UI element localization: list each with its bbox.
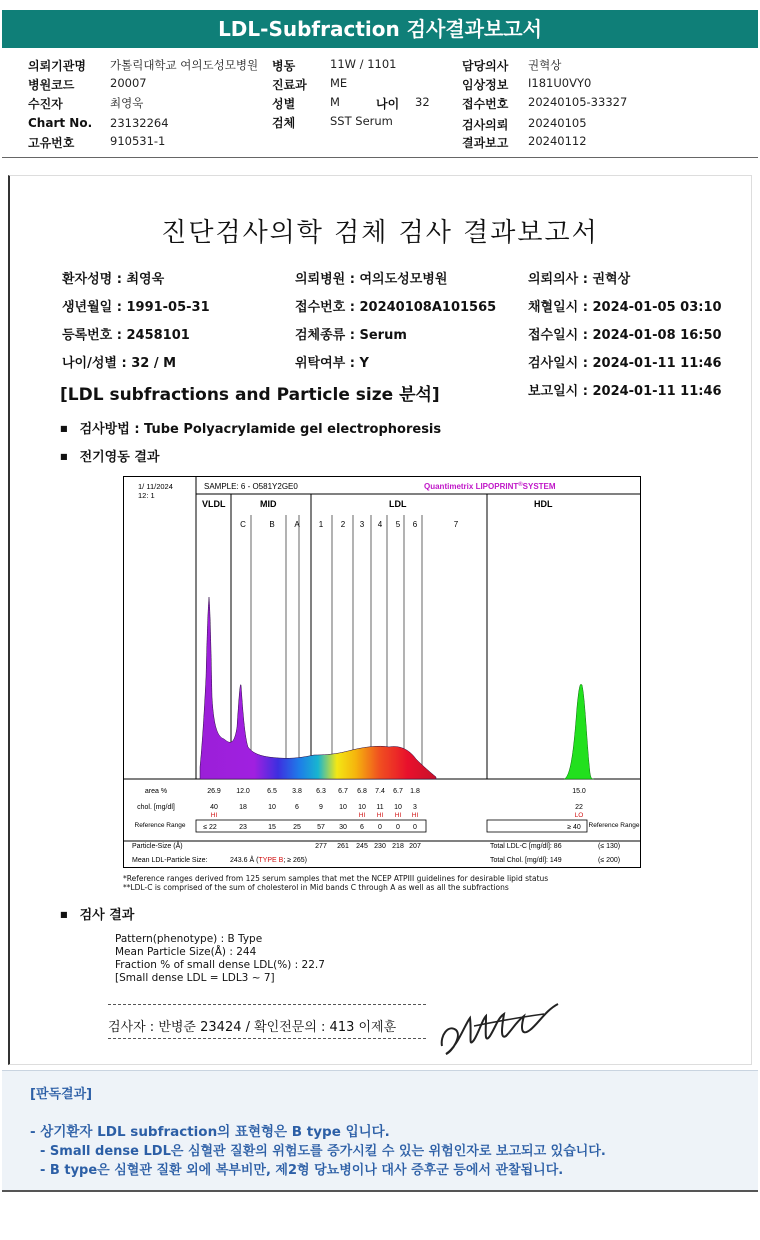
field-value: 23132264 xyxy=(110,116,169,130)
field-label: 성별 xyxy=(272,97,296,111)
band-label: 2 xyxy=(340,520,346,529)
specimen-type: 검체종류 : Serum xyxy=(295,328,407,343)
particle-size-value: 277 xyxy=(315,843,327,850)
flag-hi: HI xyxy=(210,812,218,819)
patient-birth: 생년월일 : 1991-05-31 xyxy=(62,300,210,315)
result-line: Mean Particle Size(Å) : 244 xyxy=(115,946,257,958)
particle-size-value: 261 xyxy=(337,843,349,850)
total-ldl: Total LDL-C [mg/dl]: 86 xyxy=(490,843,562,850)
receipt-no: 접수번호 : 20240108A101565 xyxy=(295,300,497,315)
chol-value: 10 xyxy=(268,804,276,811)
group-hdl: HDL xyxy=(534,499,553,509)
area-value: 6.7 xyxy=(393,788,403,795)
requesting-doctor: 의뢰의사 : 권혁상 xyxy=(528,272,631,287)
band-label: 4 xyxy=(377,520,383,529)
total-ldl-ref: (≤ 130) xyxy=(598,843,621,850)
ref-value: ≥ 40 xyxy=(567,824,581,831)
field-label: 검사의뢰 xyxy=(462,118,509,132)
chol-value: 3 xyxy=(413,804,417,811)
chol-value: 10 xyxy=(394,804,402,811)
total-chol-ref: (≤ 200) xyxy=(598,857,621,864)
field-value: SST Serum xyxy=(330,114,393,128)
row-label-chol: chol. [mg/dl] xyxy=(137,804,175,811)
receipt-time: 접수일시 : 2024-01-08 16:50 xyxy=(528,328,722,343)
field-value: 20240112 xyxy=(528,134,587,148)
footnote: **LDL-C is comprised of the sum of cholesterol in Mid bands C through A as well as all the subfractions xyxy=(123,883,509,892)
area-value: 7.4 xyxy=(375,788,385,795)
area-value: 12.0 xyxy=(236,788,250,795)
group-mid: MID xyxy=(260,499,277,509)
field-label: 병동 xyxy=(272,59,296,73)
signature-line: 검사자 : 반병준 23424 / 확인전문의 : 413 이제훈 xyxy=(108,1020,397,1035)
field-value: M xyxy=(330,95,340,109)
interpretation-line: - 상기환자 LDL subfraction의 표현형은 B type 입니다. xyxy=(30,1124,390,1140)
field-label: 진료과 xyxy=(272,78,307,92)
row-label-ref: Reference Range xyxy=(134,822,186,829)
ref-value: 30 xyxy=(339,824,347,831)
area-value: 6.8 xyxy=(357,788,367,795)
field-value: 11W / 1101 xyxy=(330,57,397,71)
test-time: 검사일시 : 2024-01-11 11:46 xyxy=(528,356,722,371)
area-value: 6.7 xyxy=(338,788,348,795)
band-label: A xyxy=(294,520,300,529)
field-value: 32 xyxy=(415,95,430,109)
field-label: 검체 xyxy=(272,116,296,130)
divider xyxy=(108,1004,426,1005)
area-value: 1.8 xyxy=(410,788,420,795)
ref-value: 6 xyxy=(360,824,364,831)
patient-age-sex: 나이/성별 : 32 / M xyxy=(62,356,177,371)
requesting-hospital: 의뢰병원 : 여의도성모병원 xyxy=(295,272,448,287)
electrophoresis-panel xyxy=(123,476,641,868)
band-label: 5 xyxy=(395,520,401,529)
gel-sample: SAMPLE: 6 - O581Y2GE0 xyxy=(204,482,298,491)
field-value: I181U0VY0 xyxy=(528,76,592,90)
report-time: 보고일시 : 2024-01-11 11:46 xyxy=(528,384,722,399)
field-value: 20240105 xyxy=(528,116,587,130)
ref-value: 23 xyxy=(239,824,247,831)
particle-size-value: 230 xyxy=(374,843,386,850)
area-value: 3.8 xyxy=(292,788,302,795)
outsourced: 위탁여부 : Y xyxy=(295,356,369,371)
particle-size-value: 245 xyxy=(356,843,368,850)
electrophoresis-chart xyxy=(124,477,641,868)
field-value: 최영욱 xyxy=(110,96,144,110)
particle-size-value: 218 xyxy=(392,843,404,850)
divider xyxy=(108,1038,426,1039)
handwritten-signature xyxy=(434,996,564,1060)
mean-size-value: 243.6 Å (TYPE B; ≥ 265) xyxy=(230,857,308,864)
area-value: 26.9 xyxy=(207,788,221,795)
result-line: [Small dense LDL = LDL3 ~ 7] xyxy=(115,972,275,984)
field-value: ME xyxy=(330,76,348,90)
flag-hi: HI xyxy=(411,812,419,819)
band-label: 1 xyxy=(318,520,324,529)
band-label: 6 xyxy=(412,520,418,529)
field-label: 접수번호 xyxy=(462,97,509,111)
result-title: ■ 검사 결과 xyxy=(60,904,134,923)
gel-date: 1/ 11/2024 xyxy=(138,482,173,491)
method-line: ■ 검사방법 : Tube Polyacrylamide gel electrophoresis xyxy=(60,418,441,437)
chol-value: 10 xyxy=(358,804,366,811)
row-label-area: area % xyxy=(144,788,168,795)
gel-brand: Quantimetrix LIPOPRINT®SYSTEM xyxy=(424,482,556,491)
chol-value: 22 xyxy=(575,804,583,811)
group-ldl: LDL xyxy=(389,499,407,509)
section-title: [LDL subfractions and Particle size 분석] xyxy=(60,385,440,405)
electro-title: ■ 전기영동 결과 xyxy=(60,446,159,465)
band-label: B xyxy=(269,520,275,529)
field-label: 수진자 xyxy=(28,97,63,111)
field-label: 담당의사 xyxy=(462,59,509,73)
particle-size-label: Particle-Size (Å) xyxy=(132,843,183,850)
field-label: 나이 xyxy=(376,97,400,111)
header-divider xyxy=(2,157,758,158)
patient-name: 환자성명 : 최영욱 xyxy=(62,272,165,287)
ref-value: ≤ 22 xyxy=(203,824,217,831)
report-title: 진단검사의학 검체 검사 결과보고서 xyxy=(161,218,599,248)
flag-hi: HI xyxy=(394,812,402,819)
area-value: 6.3 xyxy=(316,788,326,795)
footnote: *Reference ranges derived from 125 serum samples that met the NCEP ATPIII guidelines for desirable lipid status xyxy=(123,874,549,883)
mean-size-label: Mean LDL-Particle Size: xyxy=(132,857,208,864)
field-value: 20240105-33327 xyxy=(528,95,628,109)
area-value: 6.5 xyxy=(267,788,277,795)
interpretation-line: - Small dense LDL은 심혈관 질환의 위험도를 증가시킬 수 있는 위험인자로 보고되고 있습니다. xyxy=(40,1144,606,1159)
field-label: 의뢰기관명 xyxy=(28,59,86,73)
field-value: 권혁상 xyxy=(528,58,562,72)
total-chol: Total Chol. [mg/dl]: 149 xyxy=(490,857,562,864)
flag-hi: HI xyxy=(376,812,384,819)
band-label: C xyxy=(240,520,246,529)
ldl-profile-curve xyxy=(200,597,436,779)
ref-value: 57 xyxy=(317,824,325,831)
ref-value: 0 xyxy=(378,824,382,831)
chol-value: 6 xyxy=(295,804,299,811)
area-value: 15.0 xyxy=(572,788,586,795)
band-label: 3 xyxy=(359,520,365,529)
field-label: 고유번호 xyxy=(28,136,75,150)
report-banner: LDL-Subfraction 검사결과보고서 xyxy=(2,10,758,48)
ref-value: 0 xyxy=(396,824,400,831)
hdl-peak-curve xyxy=(564,684,594,779)
ref-value: 15 xyxy=(268,824,276,831)
field-label: 병원코드 xyxy=(28,78,75,92)
chol-value: 10 xyxy=(339,804,347,811)
flag-hi: HI xyxy=(358,812,366,819)
gel-time: 12: 1 xyxy=(138,491,155,500)
field-value: 20007 xyxy=(110,76,147,90)
flag-lo: LO xyxy=(574,812,584,819)
ref-value: 25 xyxy=(293,824,301,831)
band-label: 7 xyxy=(453,520,459,529)
chol-value: 11 xyxy=(376,804,384,811)
interpretation-title: [판독결과] xyxy=(30,1087,93,1102)
particle-size-value: 207 xyxy=(409,843,421,850)
field-value: 910531-1 xyxy=(110,134,166,148)
interpretation-line: - B type은 심혈관 질환 외에 복부비만, 제2형 당뇨병이나 대사 증후군 등에서 관찰됩니다. xyxy=(40,1163,564,1178)
result-line: Pattern(phenotype) : B Type xyxy=(115,933,263,945)
field-label: Chart No. xyxy=(28,116,93,130)
chol-value: 9 xyxy=(319,804,323,811)
group-vldl: VLDL xyxy=(202,499,226,509)
field-label: 임상정보 xyxy=(462,78,509,92)
field-label: 결과보고 xyxy=(462,136,509,150)
result-line: Fraction % of small dense LDL(%) : 22.7 xyxy=(115,959,325,971)
patient-reg-no: 등록번호 : 2458101 xyxy=(62,328,190,343)
row-label-ref-right: Reference Range xyxy=(588,822,640,829)
chol-value: 18 xyxy=(239,804,247,811)
collection-time: 채혈일시 : 2024-01-05 03:10 xyxy=(528,300,722,315)
field-value: 가톨릭대학교 여의도성모병원 xyxy=(110,58,259,72)
chol-value: 40 xyxy=(210,804,218,811)
ref-value: 0 xyxy=(413,824,417,831)
